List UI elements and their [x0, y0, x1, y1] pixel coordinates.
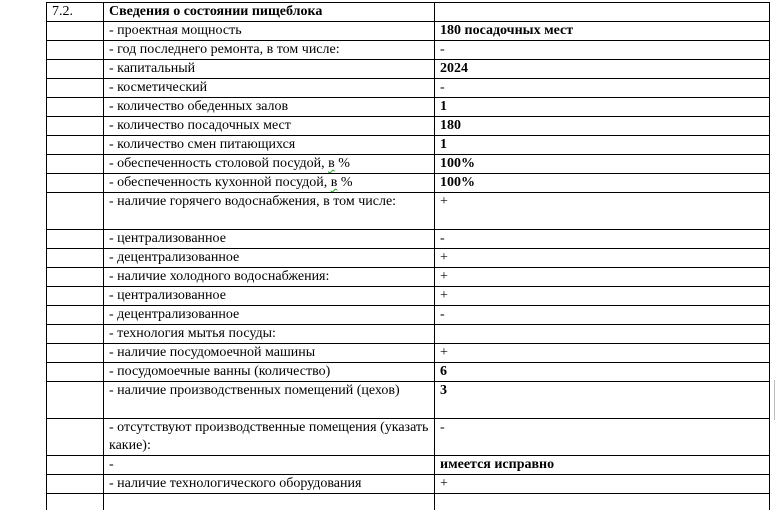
row-number-cell [47, 98, 104, 117]
table-row [47, 363, 770, 382]
page-edge-shadow [770, 380, 775, 420]
section-header-row [47, 3, 770, 22]
row-value: 180 [435, 117, 770, 136]
row-label-text: - обеспеченность кухонной посудой, [109, 175, 331, 190]
row-label: - [104, 456, 435, 475]
row-value: + [435, 268, 770, 287]
row-number-cell [47, 79, 104, 98]
row-label: - наличие посудомоечной машины [104, 344, 435, 363]
table-row [47, 79, 770, 98]
row-value: 180 посадочных мест [435, 22, 770, 41]
row-label: - косметический [104, 79, 435, 98]
empty-cell [104, 494, 435, 510]
row-number-cell [47, 363, 104, 382]
row-number-cell [47, 193, 104, 230]
row-number-cell [47, 230, 104, 249]
row-value: + [435, 193, 770, 230]
table-row [47, 117, 770, 136]
row-number-cell [47, 136, 104, 155]
row-number-cell [47, 60, 104, 79]
table-row [47, 41, 770, 60]
table-row [47, 306, 770, 325]
row-value: - [435, 230, 770, 249]
row-number-cell [47, 306, 104, 325]
row-value: - [435, 41, 770, 60]
row-label: - наличие технологического оборудования [104, 475, 435, 494]
row-label: - наличие производственных помещений (цехов) [104, 382, 435, 419]
section-number: 7.2. [47, 3, 104, 22]
row-number-cell [47, 41, 104, 60]
row-number-cell [47, 268, 104, 287]
row-label: - наличие горячего водоснабжения, в том числе: [104, 193, 435, 230]
row-value: + [435, 475, 770, 494]
table-row-cutoff [47, 494, 770, 510]
row-label-text: % [334, 156, 350, 171]
row-number-cell [47, 456, 104, 475]
table-row [47, 287, 770, 306]
table-row [47, 22, 770, 41]
row-label: - количество посадочных мест [104, 117, 435, 136]
row-label-text: % [337, 175, 353, 190]
row-value: 6 [435, 363, 770, 382]
row-number-cell [47, 155, 104, 174]
spellcheck-marked-word: в [328, 156, 335, 171]
section-header-value [435, 3, 770, 22]
row-label [104, 155, 435, 174]
row-label-text: - обеспеченность столовой посудой, [109, 156, 329, 171]
row-label: - капитальный [104, 60, 435, 79]
row-value: - [435, 306, 770, 325]
row-value: 100% [435, 174, 770, 193]
table-row [47, 155, 770, 174]
empty-cell [47, 494, 104, 510]
row-value: 1 [435, 98, 770, 117]
row-label: - посудомоечные ванны (количество) [104, 363, 435, 382]
row-label: - количество обеденных залов [104, 98, 435, 117]
table-row [47, 325, 770, 344]
row-label: - проектная мощность [104, 22, 435, 41]
section-title: Сведения о состоянии пищеблока [104, 3, 435, 22]
row-value: + [435, 287, 770, 306]
row-number-cell [47, 22, 104, 41]
table-row [47, 230, 770, 249]
table-row [47, 174, 770, 193]
row-label: - год последнего ремонта, в том числе: [104, 41, 435, 60]
row-value: 100% [435, 155, 770, 174]
table-row [47, 456, 770, 475]
row-value: 3 [435, 382, 770, 419]
table-row [47, 98, 770, 117]
table-row [47, 249, 770, 268]
row-value [435, 325, 770, 344]
row-label: - отсутствуют производственные помещения (указать какие): [104, 419, 435, 456]
row-value: + [435, 344, 770, 363]
row-value: 2024 [435, 60, 770, 79]
row-number-cell [47, 287, 104, 306]
row-label: - наличие холодного водоснабжения: [104, 268, 435, 287]
table-row [47, 419, 770, 456]
row-value: + [435, 249, 770, 268]
table-row [47, 475, 770, 494]
row-number-cell [47, 117, 104, 136]
row-number-cell [47, 174, 104, 193]
table-row [47, 344, 770, 363]
row-number-cell [47, 475, 104, 494]
canteen-info-table [46, 2, 770, 510]
row-value: 1 [435, 136, 770, 155]
table-row [47, 60, 770, 79]
table-row [47, 382, 770, 419]
empty-cell [435, 494, 770, 510]
row-number-cell [47, 325, 104, 344]
row-number-cell [47, 382, 104, 419]
row-value: имеется исправно [435, 456, 770, 475]
row-label: - децентрализованное [104, 306, 435, 325]
spellcheck-marked-word: в [330, 175, 338, 190]
row-number-cell [47, 249, 104, 268]
row-value: - [435, 419, 770, 456]
row-label [104, 174, 435, 193]
row-label: - централизованное [104, 230, 435, 249]
row-value: - [435, 79, 770, 98]
row-label: - технология мытья посуды: [104, 325, 435, 344]
table-row [47, 193, 770, 230]
row-label: - централизованное [104, 287, 435, 306]
row-label: - количество смен питающихся [104, 136, 435, 155]
table-row [47, 136, 770, 155]
table-row [47, 268, 770, 287]
row-number-cell [47, 419, 104, 456]
row-number-cell [47, 344, 104, 363]
row-label: - децентрализованное [104, 249, 435, 268]
